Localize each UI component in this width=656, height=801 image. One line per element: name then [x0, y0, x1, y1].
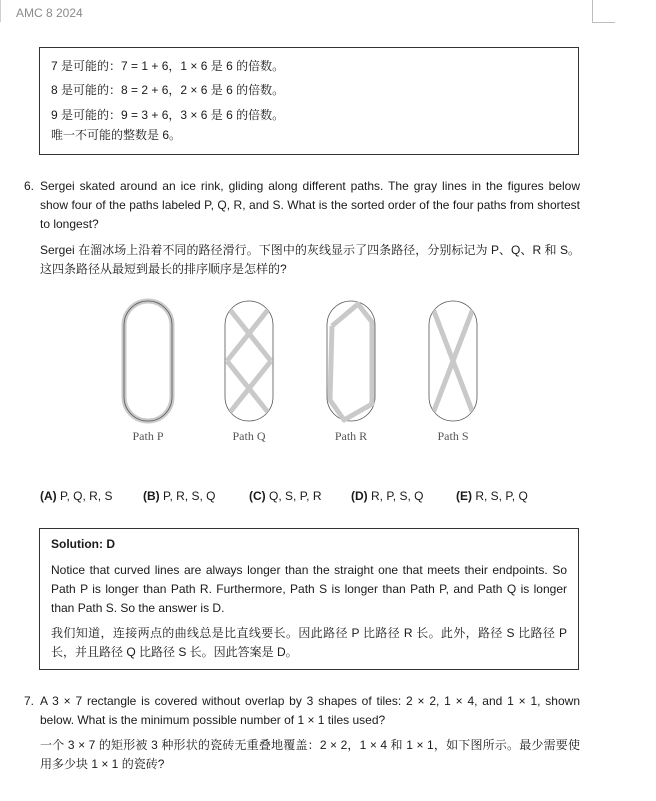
- problem-text-cn: 一个 3 × 7 的矩形被 3 种形状的瓷砖无重叠地覆盖：2 × 2，1 × 4 和 1 × 1，如下图所示。最少需要使用多少块 1 × 1 的瓷砖?: [40, 738, 580, 771]
- choice-b: [143, 489, 215, 503]
- choice-c: [249, 489, 321, 503]
- choice-a: [40, 489, 112, 503]
- choice-letter: (C): [249, 489, 266, 503]
- choice-text: R, S, P, Q: [475, 489, 528, 503]
- path-r-figure: [327, 301, 375, 421]
- choice-text: P, R, S, Q: [163, 489, 216, 503]
- choice-letter: (A): [40, 489, 57, 503]
- previous-solution-box: [39, 47, 579, 155]
- choice-letter: (D): [351, 489, 368, 503]
- problem-number: 6.: [24, 179, 35, 193]
- solution-box: [39, 528, 579, 670]
- choice-text: R, P, S, Q: [371, 489, 424, 503]
- solution-line: 唯一不可能的整数是 6。: [51, 128, 182, 142]
- problem-text-cn: Sergei 在溜冰场上沿着不同的路径滑行。下图中的灰线显示了四条路径，分别标记为 P、Q、R 和 S。这四条路径从最短到最长的排序顺序是怎样的?: [40, 243, 580, 276]
- solution-line: 9 是可能的：9 = 3 + 6，3 × 6 是 6 的倍数。: [51, 108, 285, 122]
- solution-title: Solution: D: [51, 537, 115, 551]
- paths-figure: [110, 296, 500, 448]
- margin-line: [0, 0, 1, 22]
- page-header: AMC 8 2024: [16, 6, 83, 20]
- problem-number: 7.: [24, 694, 35, 708]
- page-corner-mark: [592, 0, 615, 23]
- path-label: Path S: [437, 429, 469, 443]
- path-p-figure: [124, 301, 172, 421]
- solution-line: 7 是可能的：7 = 1 + 6，1 × 6 是 6 的倍数。: [51, 59, 285, 73]
- choice-d: [351, 489, 423, 503]
- choice-letter: (E): [456, 489, 472, 503]
- choice-text: P, Q, R, S: [60, 489, 113, 503]
- path-q-figure: [225, 301, 273, 421]
- choice-text: Q, S, P, R: [269, 489, 322, 503]
- problem-text-en: A 3 × 7 rectangle is covered without overlap by 3 shapes of tiles: 2 × 2, 1 × 4, and 1 × 1, shown below. What is the minimum possible number of 1 × 1 tiles used?: [40, 694, 580, 727]
- problem-text-en: Sergei skated around an ice rink, gliding along different paths. The gray lines in the figures below show four of the paths labeled P, Q, R, and S. What is the sorted order of the four paths from shortest to longest?: [40, 179, 580, 231]
- solution-line: 8 是可能的：8 = 2 + 6，2 × 6 是 6 的倍数。: [51, 83, 285, 97]
- solution-text-en: Notice that curved lines are always longer than the straight one that meets their endpoints. So Path P is longer than Path R. Furthermore, Path S is longer than Path P, and Path Q is longer than Path S. So the answer is D.: [51, 563, 567, 615]
- solution-text-cn: 我们知道，连接两点的曲线总是比直线要长。因此路径 P 比路径 R 长。此外，路径 S 比路径 P 长，并且路径 Q 比路径 S 长。因此答案是 D。: [51, 626, 567, 659]
- path-label: Path R: [334, 429, 368, 443]
- choice-letter: (B): [143, 489, 160, 503]
- path-s-figure: [429, 301, 477, 421]
- choice-e: [456, 489, 528, 503]
- path-label: Path Q: [232, 429, 266, 443]
- path-label: Path P: [132, 429, 164, 443]
